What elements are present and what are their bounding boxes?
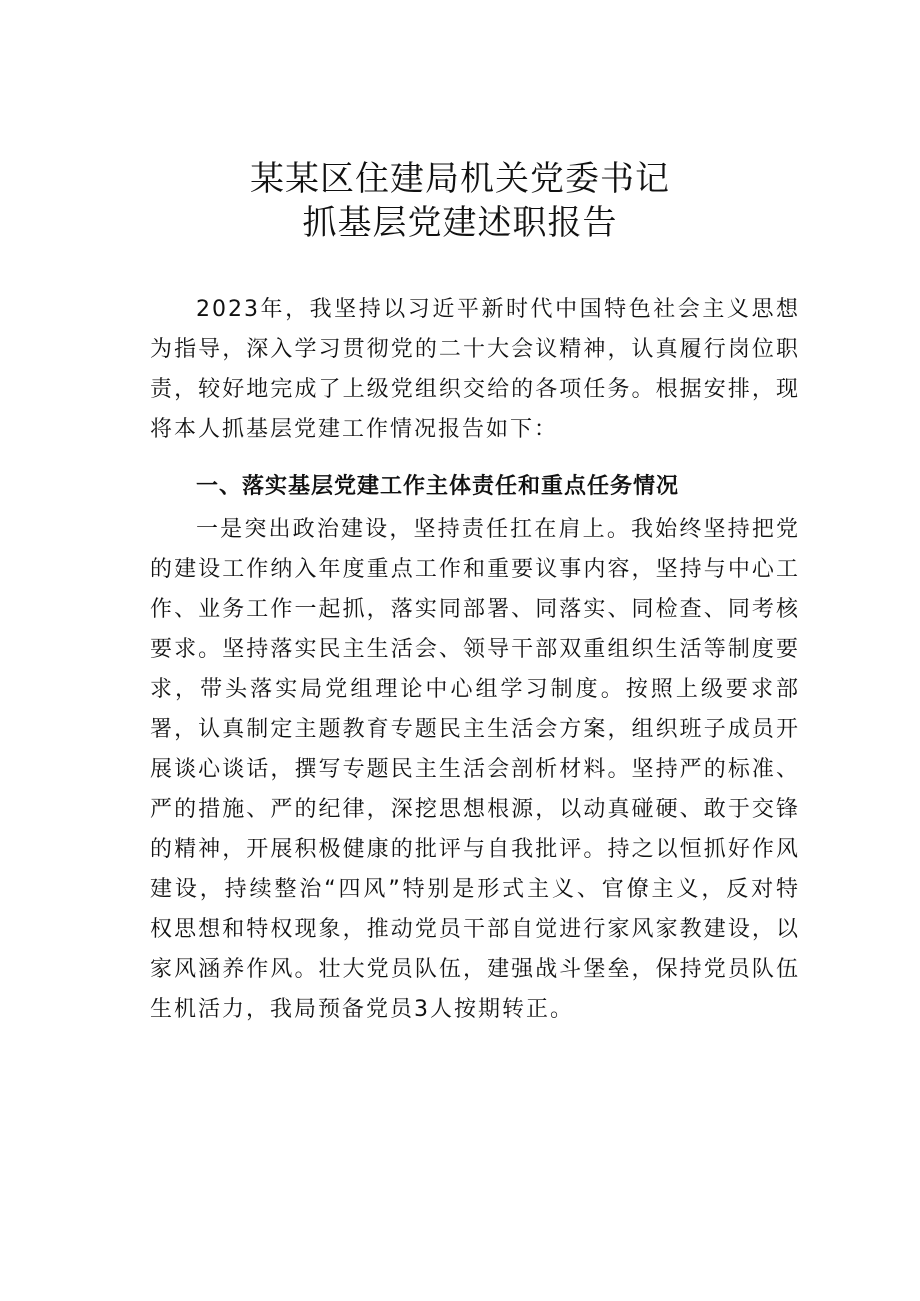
intro-paragraph: 2023年，我坚持以习近平新时代中国特色社会主义思想为指导，深入学习贯彻党的二十大会议精神，认真履行岗位职责，较好地完成了上级党组织交给的各项任务。根据安排，现将本人抓基层党建工作情况报告如下： <box>150 297 800 442</box>
document-title-line-1: 某某区住建局机关党委书记 <box>250 159 670 199</box>
section-1-paragraph: 一是突出政治建设，坚持责任扛在肩上。我始终坚持把党的建设工作纳入年度重点工作和重要议事内容，坚持与中心工作、业务工作一起抓，落实同部署、同落实、同检查、同考核要求。坚持落实民主生活会、领导干部双重组织生活等制度要求，带头落实局党组理论中心组学习制度。按照上级要求部署，认真制定主题教育专题民主生活会方案，组织班子成员开展谈心谈话，撰写专题民主生活会剖析材料。坚持严的标准、严的措施、严的纪律，深挖思想根源，以动真碰硬、敢于交锋的精神，开展积极健康的批评与自我批评。持之以恒抓好作风建设，持续整治“四风”特别是形式主义、官僚主义，反对特权思想和特权现象，推动党员干部自觉进行家风家教建设，以家风涵养作风。壮大党员队伍，建强战斗堡垒，保持党员队伍生机活力，我局预备党员3人按期转正。 <box>150 517 800 1022</box>
document-title-line-2: 抓基层党建述职报告 <box>302 203 618 243</box>
section-1-heading: 一、落实基层党建工作主体责任和重点任务情况 <box>196 474 680 499</box>
